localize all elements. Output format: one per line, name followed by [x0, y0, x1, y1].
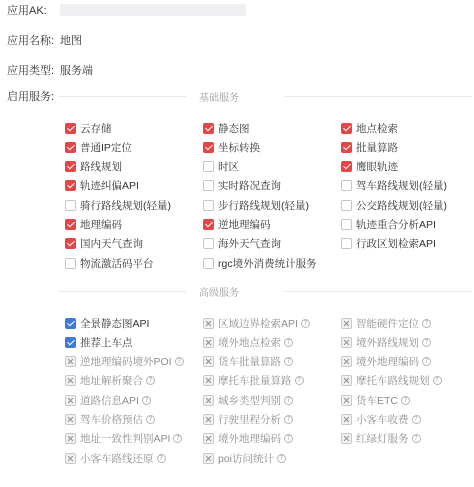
question-circle-icon[interactable]: ? [284, 338, 293, 347]
disabled-checkbox [341, 414, 352, 425]
service-label: 行驶里程分析 [218, 414, 281, 426]
question-circle-icon[interactable]: ? [142, 396, 151, 405]
service-label: rgc境外消费统计服务 [218, 257, 317, 270]
service-option [203, 432, 293, 446]
disabled-checkbox [65, 453, 76, 464]
service-label: 道路信息API [80, 394, 139, 407]
service-option [341, 374, 442, 388]
ak-row [7, 3, 47, 17]
service-checkbox[interactable] [65, 258, 76, 269]
service-checkbox[interactable] [203, 142, 214, 153]
service-label: 实时路况查询 [218, 180, 281, 193]
service-label: 智能硬件定位 [356, 317, 419, 330]
service-label: 驾车路线规划(轻量) [356, 180, 447, 193]
service-label: 轨迹重合分析API [356, 219, 436, 231]
ak-value-masked [60, 4, 246, 16]
service-option[interactable] [65, 256, 154, 270]
app-name-row [7, 33, 82, 47]
service-checkbox[interactable] [341, 161, 352, 172]
service-label: 物流激活码平台 [80, 257, 154, 270]
service-option [341, 432, 421, 446]
service-checkbox[interactable] [65, 142, 76, 153]
service-option[interactable] [65, 160, 122, 174]
divider-line [284, 96, 472, 97]
service-option[interactable] [65, 335, 133, 349]
disabled-checkbox [203, 395, 214, 406]
service-checkbox[interactable] [203, 200, 214, 211]
question-circle-icon[interactable]: ? [295, 376, 304, 385]
question-circle-icon[interactable]: ? [433, 376, 442, 385]
question-circle-icon[interactable]: ? [412, 415, 421, 424]
service-label: 骑行路线规划(轻量) [80, 199, 171, 212]
question-circle-icon[interactable]: ? [301, 319, 310, 328]
disabled-checkbox [203, 375, 214, 386]
divider-line [58, 96, 186, 97]
service-label: 区域边界检索API [218, 317, 298, 330]
service-option[interactable] [341, 179, 447, 193]
service-checkbox[interactable] [65, 219, 76, 230]
service-option[interactable] [203, 218, 271, 232]
service-checkbox[interactable] [65, 318, 76, 329]
question-circle-icon[interactable]: ? [146, 376, 155, 385]
question-circle-icon[interactable]: ? [422, 357, 431, 366]
service-label: 坐标转换 [218, 141, 260, 154]
service-label: 批量算路 [356, 141, 398, 154]
disabled-checkbox [65, 395, 76, 406]
disabled-checkbox [203, 337, 214, 348]
service-label: 境外路线规划 [356, 336, 419, 349]
app-name-value: 地图 [60, 35, 82, 47]
disabled-checkbox [341, 356, 352, 367]
question-circle-icon[interactable]: ? [146, 415, 155, 424]
service-option[interactable] [203, 160, 239, 174]
disabled-checkbox [203, 453, 214, 464]
service-label: 静态图 [218, 122, 250, 135]
service-checkbox[interactable] [65, 238, 76, 249]
basic-services-divider [58, 89, 472, 103]
question-circle-icon[interactable]: ? [284, 434, 293, 443]
service-option [65, 413, 155, 427]
disabled-checkbox [203, 414, 214, 425]
service-checkbox[interactable] [341, 123, 352, 134]
disabled-checkbox [65, 356, 76, 367]
service-option[interactable] [341, 198, 447, 212]
question-circle-icon[interactable]: ? [173, 434, 182, 443]
service-option[interactable] [203, 121, 250, 135]
premium-services-title: 高级服务 [199, 288, 239, 299]
premium-services-divider [58, 284, 472, 298]
service-label: 小客车路线还原 [80, 452, 154, 465]
service-option[interactable] [203, 198, 309, 212]
question-circle-icon[interactable]: ? [277, 454, 286, 463]
service-checkbox[interactable] [341, 219, 352, 230]
service-option [65, 374, 155, 388]
service-label: 鹰眼轨迹 [356, 161, 398, 174]
service-option [341, 316, 431, 330]
service-label: poi访问统计 [218, 452, 275, 465]
question-circle-icon[interactable]: ? [284, 415, 293, 424]
disabled-checkbox [341, 375, 352, 386]
service-label: 小客车收费 [356, 414, 409, 426]
disabled-checkbox [65, 375, 76, 386]
disabled-checkbox [203, 356, 214, 367]
app-name-label: 应用名称: [7, 35, 55, 47]
service-label: 逆地理编码境外POI [80, 356, 172, 369]
service-option [65, 355, 184, 369]
service-option [203, 451, 286, 465]
service-option[interactable] [341, 160, 398, 174]
service-label: 公交路线规划(轻量) [356, 199, 447, 212]
service-option [341, 355, 431, 369]
service-option[interactable] [341, 121, 398, 135]
service-option [65, 393, 151, 407]
service-option[interactable] [65, 237, 143, 251]
service-option[interactable] [65, 218, 122, 232]
service-label: 地址一致性判别API [80, 433, 171, 446]
service-option[interactable] [65, 198, 171, 212]
disabled-checkbox [203, 318, 214, 329]
service-label: 境外地理编码 [356, 356, 419, 369]
question-circle-icon[interactable]: ? [157, 454, 166, 463]
services-row [7, 89, 54, 103]
service-option[interactable] [65, 179, 139, 193]
question-circle-icon[interactable]: ? [401, 396, 410, 405]
disabled-checkbox [65, 414, 76, 425]
question-circle-icon[interactable]: ? [284, 357, 293, 366]
service-option [65, 432, 182, 446]
service-label: 红绿灯服务 [356, 433, 409, 446]
service-option [341, 413, 421, 427]
service-option [341, 335, 431, 349]
service-checkbox[interactable] [65, 200, 76, 211]
divider-line [58, 291, 186, 292]
service-label: 路线规划 [80, 161, 122, 174]
service-label: 货车批量算路 [218, 356, 281, 369]
service-label: 地理编码 [80, 219, 122, 231]
service-option [203, 393, 293, 407]
service-label: 时区 [218, 161, 239, 174]
service-checkbox[interactable] [65, 161, 76, 172]
disabled-checkbox [341, 318, 352, 329]
service-option [203, 335, 293, 349]
question-circle-icon[interactable]: ? [422, 338, 431, 347]
question-circle-icon[interactable]: ? [284, 396, 293, 405]
service-option [203, 316, 310, 330]
service-label: 轨迹纠偏API [80, 180, 139, 193]
service-label: 地点检索 [356, 122, 398, 135]
service-label: 地址解析聚合 [80, 375, 143, 388]
service-checkbox[interactable] [341, 200, 352, 211]
service-checkbox[interactable] [203, 238, 214, 249]
service-label: 推荐上车点 [80, 336, 133, 349]
disabled-checkbox [341, 395, 352, 406]
disabled-checkbox [203, 433, 214, 444]
service-option[interactable] [341, 237, 436, 251]
service-checkbox[interactable] [65, 180, 76, 191]
question-circle-icon[interactable]: ? [412, 434, 421, 443]
service-checkbox[interactable] [203, 123, 214, 134]
service-option[interactable] [341, 218, 436, 232]
service-checkbox[interactable] [65, 337, 76, 348]
service-checkbox[interactable] [341, 238, 352, 249]
question-circle-icon[interactable]: ? [175, 357, 184, 366]
service-checkbox[interactable] [203, 258, 214, 269]
service-option[interactable] [65, 140, 132, 154]
service-label: 全景静态图API [80, 317, 150, 330]
service-option[interactable] [203, 256, 317, 270]
disabled-checkbox [65, 433, 76, 444]
service-label: 海外天气查询 [218, 238, 281, 251]
service-label: 城乡类型判别 [218, 394, 281, 407]
service-label: 步行路线规划(轻量) [218, 199, 309, 212]
service-option [203, 413, 293, 427]
service-label: 云存储 [80, 122, 112, 135]
service-option [65, 451, 166, 465]
service-checkbox[interactable] [341, 142, 352, 153]
service-label: 普通IP定位 [80, 141, 132, 154]
service-option[interactable] [65, 316, 149, 330]
service-label: 行政区划检索API [356, 238, 436, 251]
ak-label: 应用AK: [7, 5, 47, 17]
service-option[interactable] [203, 237, 281, 251]
services-label: 启用服务: [7, 91, 55, 103]
service-label: 境外地点检索 [218, 336, 281, 349]
app-type-row [7, 63, 93, 77]
service-option [203, 374, 304, 388]
service-label: 国内天气查询 [80, 238, 143, 251]
basic-services-title: 基础服务 [199, 93, 239, 104]
service-checkbox[interactable] [203, 219, 214, 230]
service-option[interactable] [203, 179, 281, 193]
service-checkbox[interactable] [341, 180, 352, 191]
service-option [203, 355, 293, 369]
app-type-label: 应用类型: [7, 65, 55, 77]
service-checkbox[interactable] [203, 161, 214, 172]
service-checkbox[interactable] [65, 123, 76, 134]
service-checkbox[interactable] [203, 180, 214, 191]
service-label: 摩托车路线规划 [356, 375, 430, 388]
service-label: 逆地理编码 [218, 219, 271, 231]
service-option[interactable] [203, 140, 260, 154]
service-option[interactable] [65, 121, 112, 135]
service-label: 货车ETC [356, 394, 398, 407]
service-label: 摩托车批量算路 [218, 375, 292, 388]
service-option[interactable] [341, 140, 398, 154]
service-option [341, 393, 410, 407]
divider-line [284, 291, 472, 292]
disabled-checkbox [341, 337, 352, 348]
question-circle-icon[interactable]: ? [422, 319, 431, 328]
service-label: 驾车价格预估 [80, 414, 143, 426]
service-label: 境外地理编码 [218, 433, 281, 446]
disabled-checkbox [341, 433, 352, 444]
app-type-value: 服务端 [60, 65, 93, 77]
